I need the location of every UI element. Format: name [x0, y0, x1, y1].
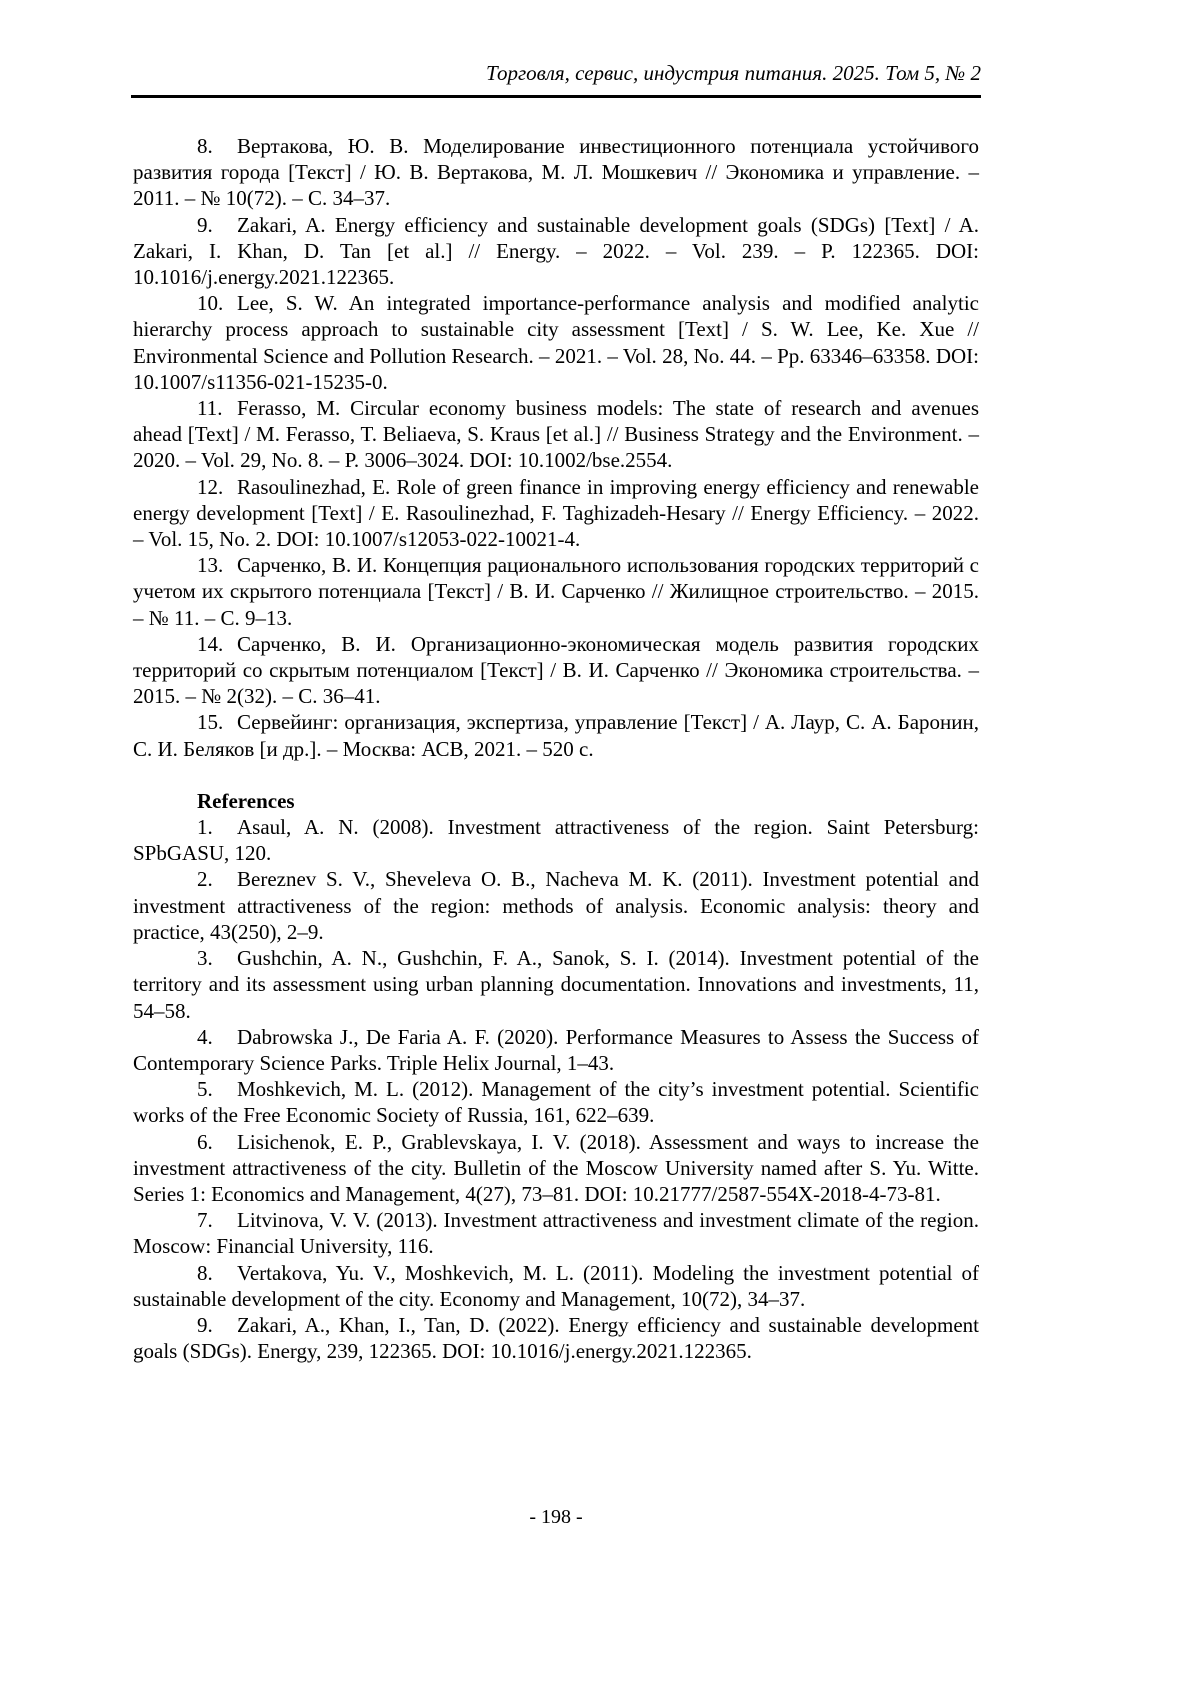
reference-text: Gushchin, A. N., Gushchin, F. A., Sanok, S. I. (2014). Investment potential of the territory and its assessment using urban planning documentation. Innovations and investments, 11, 54–58. [133, 946, 979, 1023]
reference-number: 13. [197, 553, 224, 578]
reference-number: 5. [197, 1077, 213, 1102]
reference-number: 2. [197, 867, 213, 892]
reference-item-en-4 [133, 1024, 979, 1076]
reference-number: 10. [197, 291, 224, 316]
reference-text: Bereznev S. V., Sheveleva O. B., Nacheva M. K. (2011). Investment potential and investment attractiveness of the region: methods of analysis. Economic analysis: theory and practice, 43(250), 2–9. [133, 867, 979, 944]
reference-number: 14. [197, 631, 224, 656]
reference-item-ru-13 [133, 552, 979, 631]
journal-header [131, 60, 981, 98]
reference-text: Lee, S. W. An integrated importance-performance analysis and modified analytic hierarchy process approach to sustainable city assessment [Text] / S. W. Lee, Ke. Xue // Environmental Science and Pollution Research. – 2021. – Vol. 28, No. 44. – Pp. 63346–63358. DOI: 10.1007/s11356-021-15235-0. [133, 291, 979, 394]
page-footer [133, 1506, 979, 1529]
reference-item-ru-15 [133, 709, 979, 761]
references-heading: References [197, 788, 295, 813]
reference-text: Zakari, A., Khan, I., Tan, D. (2022). Energy efficiency and sustainable development goals (SDGs). Energy, 239, 122365. DOI: 10.1016/j.energy.2021.122365. [133, 1312, 979, 1364]
reference-item-en-2 [133, 866, 979, 945]
reference-text: Asaul, A. N. (2008). Investment attractiveness of the region. Saint Petersburg: SPbGASU, 120. [133, 815, 979, 866]
reference-item-ru-14 [133, 631, 979, 710]
reference-item-en-6 [133, 1129, 979, 1208]
reference-item-ru-12 [133, 474, 979, 553]
page-number: - 198 - [529, 1506, 583, 1528]
reference-number: 9. [197, 1312, 213, 1337]
reference-item-ru-9 [133, 212, 979, 291]
reference-text: Dabrowska J., De Faria A. F. (2020). Performance Measures to Assess the Success of Contemporary Science Parks. Triple Helix Journal, 1–43. [133, 1024, 979, 1075]
reference-text: Вертакова, Ю. В. Моделирование инвестиционного потенциала устойчивого развития города [Текст] / Ю. В. Вертакова, М. Л. Мошкевич // Экономика и управление. – 2011. – № 10(72). – С. 34–37. [133, 134, 979, 211]
reference-text: Ferasso, M. Circular economy business models: The state of research and avenues ahead [Text] / M. Ferasso, T. Beliaeva, S. Kraus [et al.] // Business Strategy and the Environment. – 2020. – Vol. 29, No. 8. – P. 3006–3024. DOI: 10.1002/bse.2554. [133, 396, 979, 473]
journal-title-line: Торговля, сервис, индустрия питания. 2025. Том 5, № 2 [486, 61, 981, 85]
reference-number: 11. [197, 396, 223, 421]
reference-text: Zakari, A. Energy efficiency and sustainable development goals (SDGs) [Text] / A. Zakari, I. Khan, D. Tan [et al.] // Energy. – 2022. – Vol. 239. – P. 122365. DOI: 10.1016/j.energy.2021.122365. [133, 212, 979, 290]
reference-number: 4. [197, 1024, 213, 1049]
reference-number: 15. [197, 710, 224, 735]
reference-number: 12. [197, 474, 224, 499]
reference-number: 8. [197, 1260, 213, 1285]
reference-text: Сервейинг: организация, экспертиза, управление [Текст] / А. Лаур, С. А. Баронин, С. И. Беляков [и др.]. – Москва: АСВ, 2021. – 520 с. [133, 710, 979, 761]
reference-item-en-7 [133, 1207, 979, 1259]
reference-item-en-1 [133, 814, 979, 866]
reference-item-en-8 [133, 1260, 979, 1312]
reference-number: 6. [197, 1129, 213, 1154]
reference-item-en-5 [133, 1076, 979, 1128]
reference-number: 9. [197, 212, 213, 237]
reference-item-ru-8 [133, 133, 979, 212]
reference-item-ru-10 [133, 290, 979, 395]
reference-text: Сарченко, В. И. Организационно-экономическая модель развития городских территорий со скрытым потенциалом [Текст] / В. И. Сарченко // Экономика строительства. – 2015. – № 2(32). – С. 36–41. [133, 631, 979, 709]
reference-text: Moshkevich, M. L. (2012). Management of the city’s investment potential. Scientific works of the Free Economic Society of Russia, 161, 622–639. [133, 1077, 979, 1128]
reference-text: Vertakova, Yu. V., Moshkevich, M. L. (2011). Modeling the investment potential of sustainable development of the city. Economy and Management, 10(72), 34–37. [133, 1260, 979, 1311]
reference-item-en-9 [133, 1312, 979, 1364]
reference-text: Сарченко, В. И. Концепция рационального использования городских территорий с учетом их скрытого потенциала [Текст] / В. И. Сарченко // Жилищное строительство. – 2015. – № 11. – С. 9–13. [133, 553, 979, 630]
reference-number: 1. [197, 815, 213, 840]
reference-item-en-3 [133, 945, 979, 1024]
references-content [133, 133, 979, 1364]
reference-text: Litvinova, V. V. (2013). Investment attractiveness and investment climate of the region. Moscow: Financial University, 116. [133, 1208, 979, 1259]
reference-item-ru-11 [133, 395, 979, 474]
reference-number: 3. [197, 946, 213, 971]
reference-text: Rasoulinezhad, E. Role of green finance in improving energy efficiency and renewable energy development [Text] / E. Rasoulinezhad, F. Taghizadeh-Hesary // Energy Efficiency. – 2022. – Vol. 15, No. 2. DOI: 10.1007/s12053-022-10021-4. [133, 474, 979, 552]
reference-number: 7. [197, 1208, 213, 1233]
reference-text: Lisichenok, E. P., Grablevskaya, I. V. (2018). Assessment and ways to increase the investment attractiveness of the city. Bulletin of the Moscow University named after S. Yu. Witte. Series 1: Economics and Management, 4(27), 73–81. DOI: 10.21777/2587-554X-2018-4-73-81. [133, 1129, 979, 1206]
reference-number: 8. [197, 134, 213, 158]
